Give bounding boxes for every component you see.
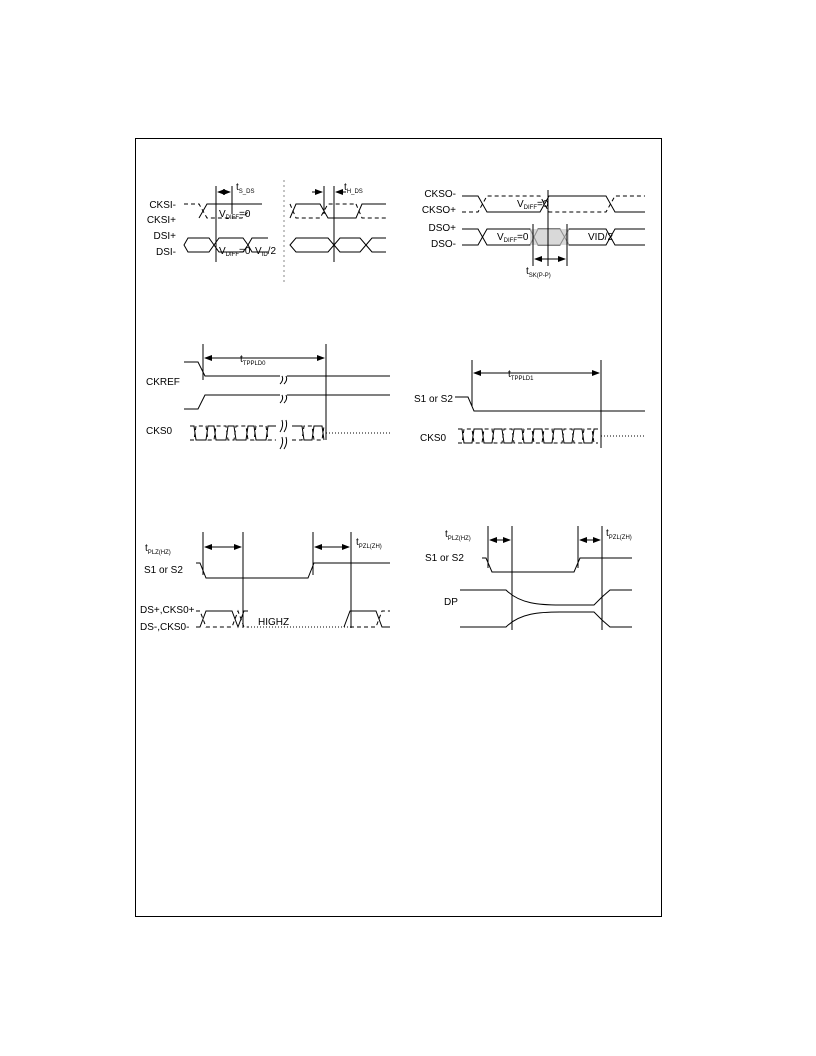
vid-half-label: VID/2 bbox=[588, 232, 614, 243]
tppld0-label: $t_{TPPLD0}$ bbox=[240, 354, 266, 367]
signal-label-dsi-minus: DSI- bbox=[156, 247, 176, 258]
signal-label-dp: DP bbox=[444, 597, 458, 608]
signal-label-dsi-plus: DSI+ bbox=[153, 231, 176, 242]
ds-plus-waveform bbox=[196, 611, 248, 627]
signal-label-ckso-minus: CKSO- bbox=[424, 189, 456, 200]
tppld1-label: $t_{TPPLD1}$ bbox=[508, 369, 534, 382]
vid-label: $V_{ID}/2$ bbox=[255, 246, 277, 258]
tpzl-label-left: $t_{PZL(ZH)}$ bbox=[356, 537, 382, 550]
dp-lower-waveform bbox=[460, 612, 632, 627]
signal-label-s1-or-s2-d6: S1 or S2 bbox=[425, 553, 464, 564]
break-mark-3 bbox=[280, 420, 287, 432]
dp-enable-diagram bbox=[425, 526, 632, 630]
signal-label-ds-minus: DS-,CKS0- bbox=[140, 622, 190, 633]
output-skew-diagram bbox=[422, 189, 645, 279]
highz-enable-diagram bbox=[140, 532, 390, 633]
signal-label-ds-plus: DS+,CKS0+ bbox=[140, 605, 195, 616]
hold-dsi-eye-2 bbox=[334, 238, 366, 252]
hold-time-label: $t_{H\_DS}$ bbox=[344, 182, 363, 195]
skew-region bbox=[530, 229, 569, 245]
signal-label-cks0-right: CKS0 bbox=[420, 433, 447, 444]
input-setup-hold-diagram bbox=[147, 180, 386, 282]
highz-label: HIGHZ bbox=[258, 617, 290, 628]
vdiff-label-b: $V_{DIFF}=0$ bbox=[219, 246, 251, 258]
tpzl-label-right: $t_{PZL(ZH)}$ bbox=[606, 528, 632, 541]
s1-s2-waveform bbox=[455, 397, 645, 411]
ckref-upper bbox=[184, 362, 280, 376]
ds-minus-waveform bbox=[196, 611, 248, 627]
skew-label: $t_{SK(P-P)}$ bbox=[526, 266, 551, 279]
tplz-label-right: $t_{PLZ(HZ)}$ bbox=[445, 529, 471, 542]
signal-label-ckso-plus: CKSO+ bbox=[421, 205, 456, 216]
hold-cksi-minus bbox=[290, 204, 354, 218]
dsi-eye-1 bbox=[184, 238, 214, 252]
break-mark-4 bbox=[280, 437, 287, 449]
break-mark-1 bbox=[280, 376, 287, 384]
cks0-right-train-b bbox=[458, 429, 598, 443]
hold-cksi-plus bbox=[290, 204, 386, 218]
hold-dsi-eye-1 bbox=[290, 238, 334, 252]
tppld1-diagram bbox=[414, 360, 645, 448]
vdiff-label-bottom: $V_{DIFF}=0$ bbox=[497, 232, 529, 244]
tppld0-diagram bbox=[146, 344, 390, 449]
signal-label-dso-minus: DSO- bbox=[431, 239, 456, 250]
signal-label-ckref: CKREF bbox=[146, 377, 180, 388]
vdiff-label-top: $V_{DIFF}=0$ bbox=[517, 199, 549, 211]
ckso-plus-waveform bbox=[462, 196, 645, 212]
signal-label-cksi-minus: CKSI- bbox=[149, 200, 176, 211]
cks0-right-train-a bbox=[458, 429, 598, 443]
tplz-label-left: $t_{PLZ(HZ)}$ bbox=[145, 543, 171, 556]
s1-s2-waveform-d5 bbox=[196, 563, 390, 578]
dp-upper-waveform bbox=[460, 590, 632, 605]
signal-label-s1-or-s2-d5: S1 or S2 bbox=[144, 565, 183, 576]
ckso-minus-waveform bbox=[462, 196, 645, 212]
s1-s2-waveform-d6 bbox=[482, 558, 632, 572]
vdiff-label-a: $V_{DIFF}=0$ bbox=[219, 209, 251, 221]
signal-label-dso-plus: DSO+ bbox=[428, 223, 456, 234]
signal-label-cksi-plus: CKSI+ bbox=[146, 215, 176, 226]
signal-label-cks0-left: CKS0 bbox=[146, 426, 173, 437]
signal-label-s1-or-s2-d4: S1 or S2 bbox=[414, 394, 453, 405]
dsi-eye-3 bbox=[248, 238, 268, 245]
break-mark-2 bbox=[280, 395, 287, 403]
ckref-lower bbox=[184, 395, 280, 409]
setup-time-label: $t_{S\_DS}$ bbox=[236, 182, 255, 195]
